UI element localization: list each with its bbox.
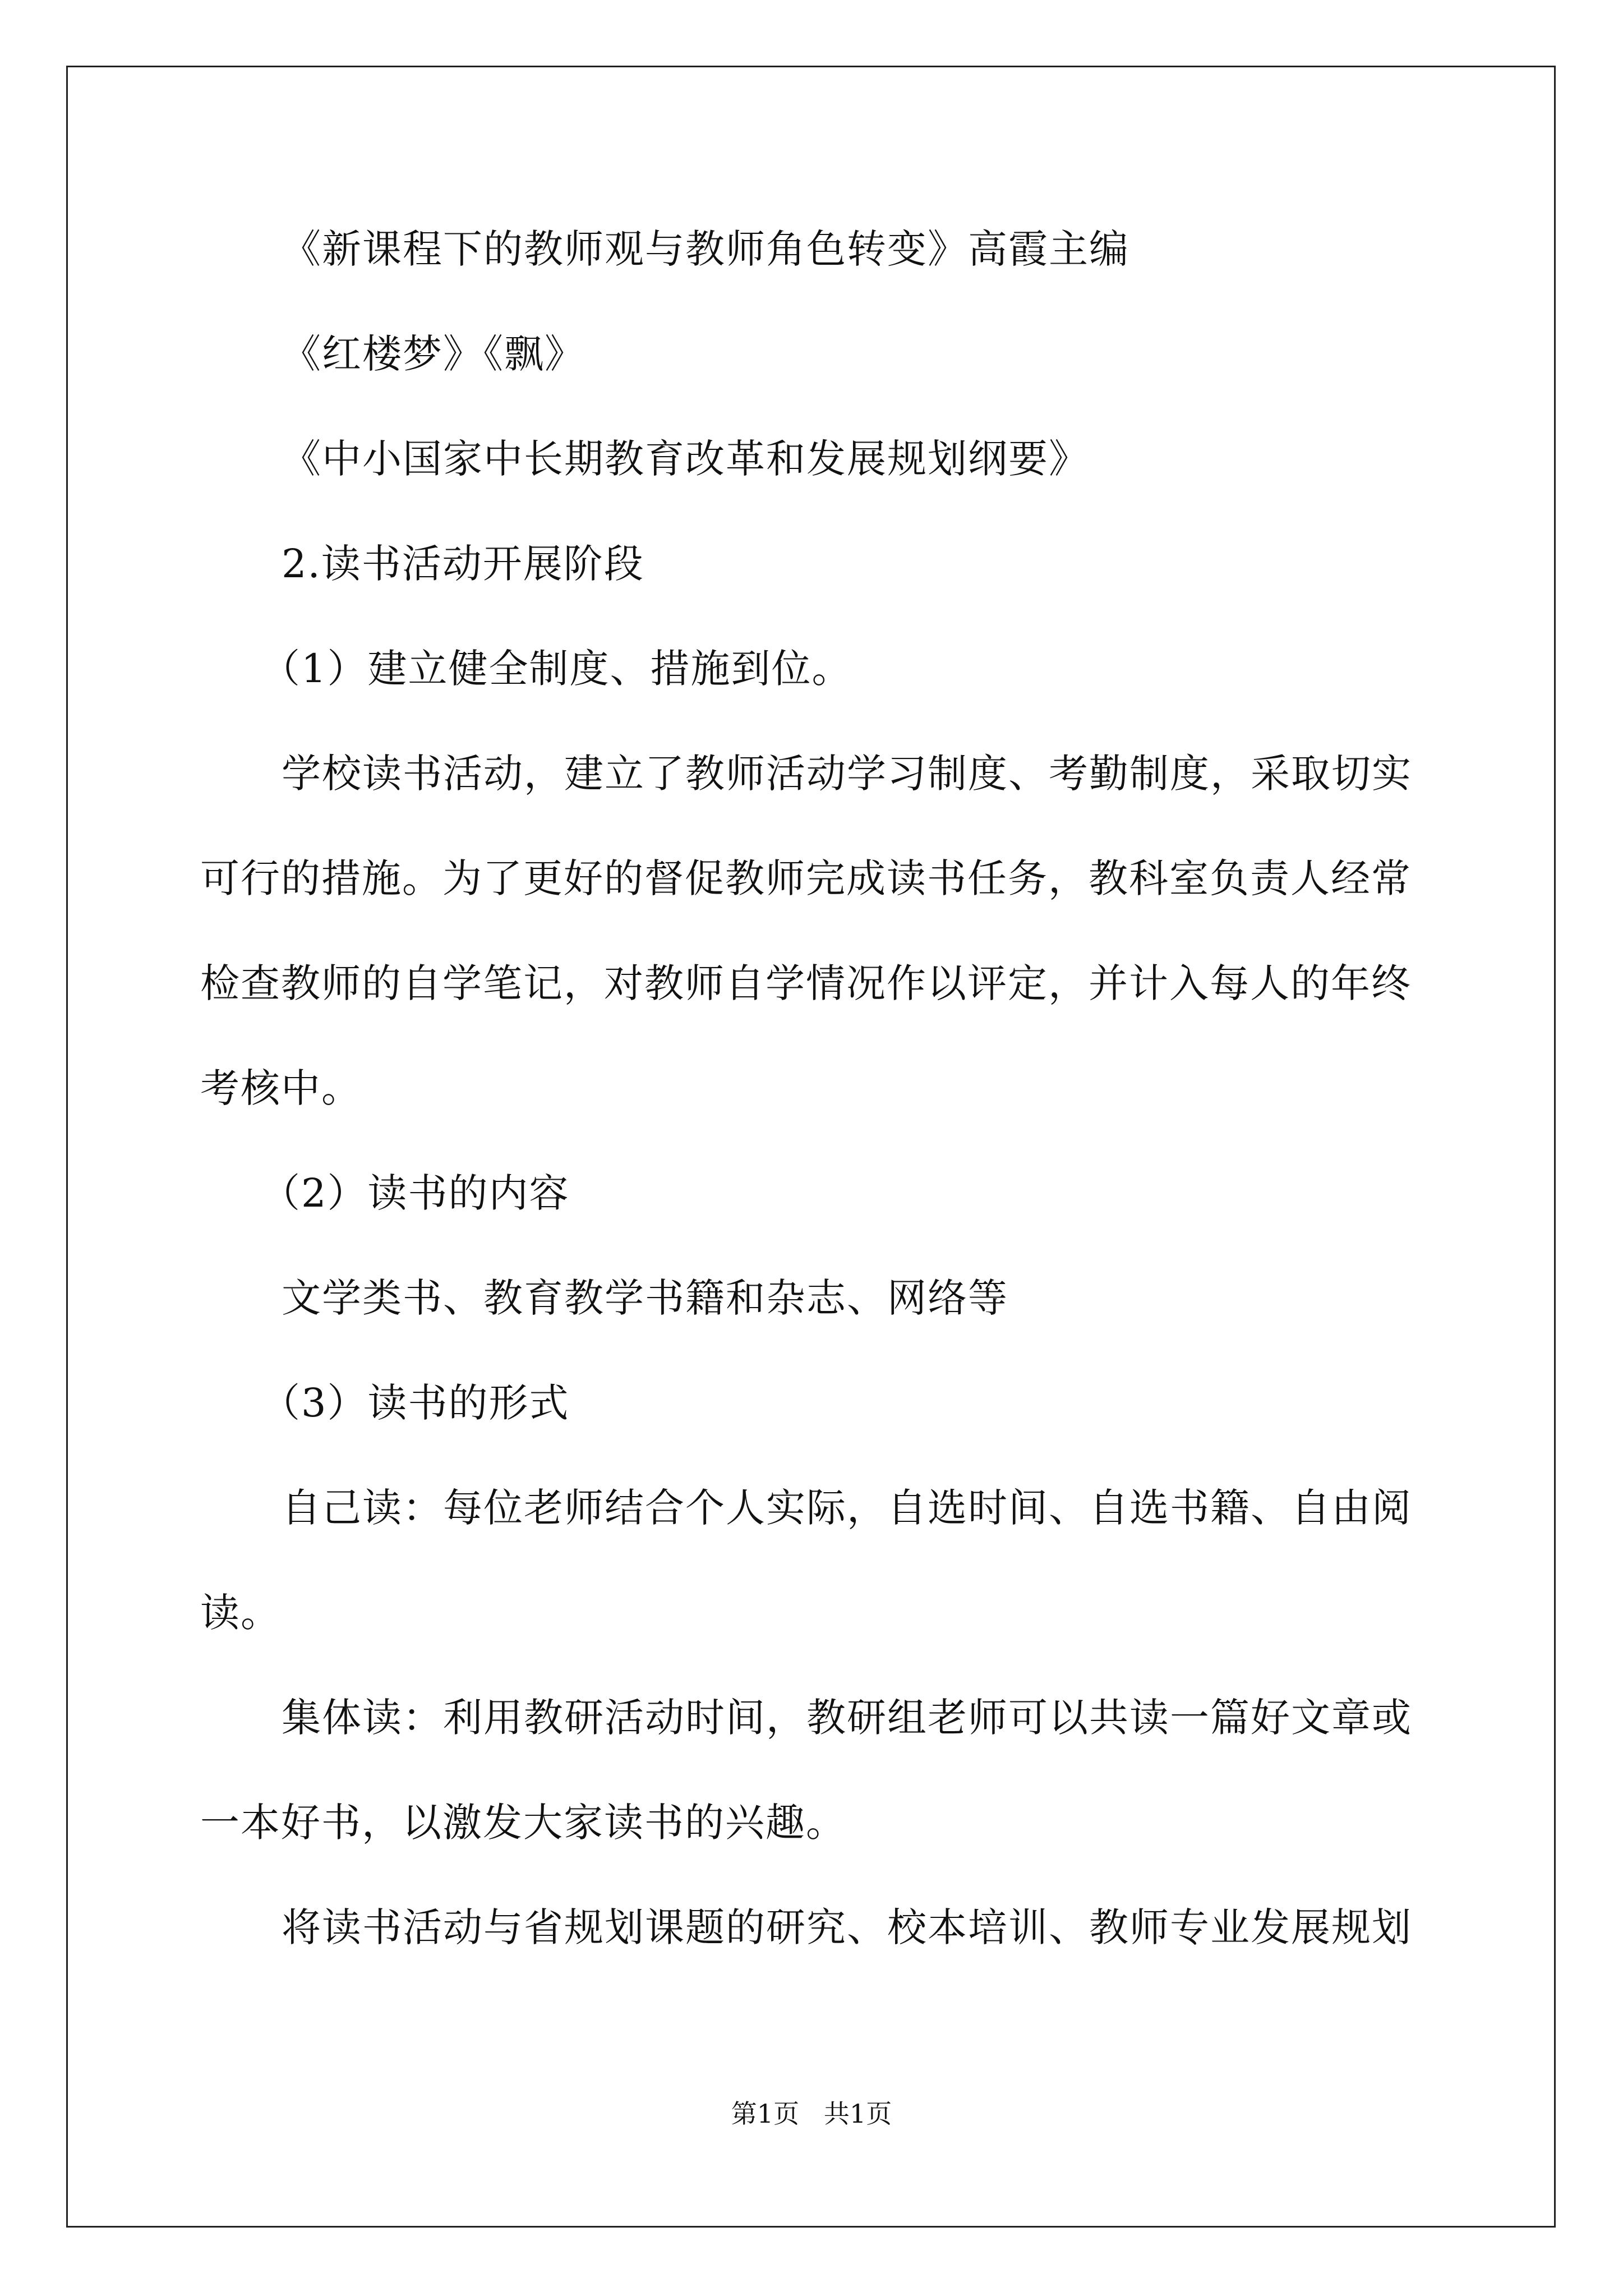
text-line: 《中小国家中长期教育改革和发展规划纲要》	[282, 436, 1089, 482]
text-line: 检查教师的自学笔记，对教师自学情况作以评定，并计入每人的年终	[200, 960, 1412, 1006]
text-line: 《红楼梦》《飘》	[282, 331, 585, 377]
text-line: 《新课程下的教师观与教师角色转变》高霞主编	[282, 226, 1129, 272]
text-line: 可行的措施。为了更好的督促教师完成读书任务，教科室负责人经常	[200, 855, 1412, 901]
subsection-heading: （1）建立健全制度、措施到位。	[261, 646, 852, 692]
text-line: 将读书活动与省规划课题的研究、校本培训、教师专业发展规划	[282, 1904, 1412, 1950]
subsection-heading: （2）读书的内容	[261, 1170, 570, 1216]
text-line: 自己读：每位老师结合个人实际，自选时间、自选书籍、自由阅	[282, 1485, 1412, 1531]
text-line: 文学类书、教育教学书籍和杂志、网络等	[282, 1275, 1008, 1321]
text-line: 一本好书，以激发大家读书的兴趣。	[200, 1800, 846, 1846]
text-line: 考核中。	[200, 1065, 362, 1111]
text-line: 学校读书活动，建立了教师活动学习制度、考勤制度，采取切实	[282, 751, 1412, 797]
text-line: 读。	[200, 1590, 281, 1636]
subsection-heading: （3）读书的形式	[261, 1380, 570, 1426]
section-heading: 2.读书活动开展阶段	[282, 541, 644, 587]
page-number-footer: 第1页 共1页	[731, 2099, 892, 2129]
text-line: 集体读：利用教研活动时间，教研组老师可以共读一篇好文章或	[282, 1695, 1412, 1741]
